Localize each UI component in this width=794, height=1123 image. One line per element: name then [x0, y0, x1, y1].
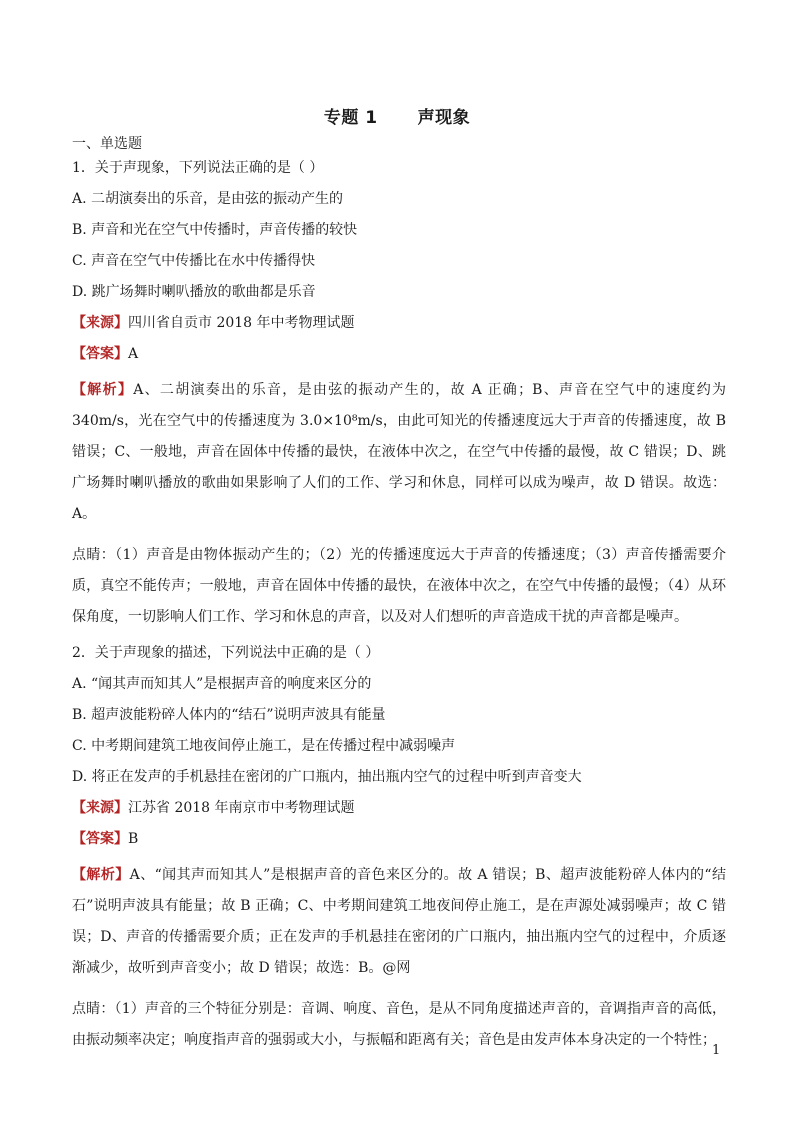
question-1-analysis: [72, 375, 726, 530]
source-tag: 【来源】: [72, 315, 128, 331]
analysis-tag: 【解析】: [72, 867, 130, 883]
question-1-option-b: B. 声音和光在空气中传播时，声音传播的较快: [72, 222, 358, 238]
source-text: 江苏省 2018 年南京市中考物理试题: [128, 800, 355, 816]
question-1-option-a: A. 二胡演奏出的乐音，是由弦的振动产生的: [72, 191, 344, 207]
question-2-option-c: C. 中考期间建筑工地夜间停止施工，是在传播过程中减弱噪声: [72, 738, 456, 754]
question-1-option-d: D. 跳广场舞时喇叭播放的歌曲都是乐音: [72, 284, 316, 300]
question-1-source: [72, 313, 726, 333]
question-1-note: 点睛：（1）声音是由物体振动产生的；（2）光的传播速度远大于声音的传播速度；（3）声音传播需要介质，真空不能传声；一般地，声音在固体中传播的最快，在液体中次之，在空气中传播的最慢；（4）从环保角度，一切影响人们工作、学习和休息的声音，以及对人们想听的声音造成干扰的声音都是噪声。: [72, 547, 726, 625]
question-2-source: [72, 798, 726, 818]
page-number: 1: [712, 1043, 721, 1058]
question-1-answer: [72, 344, 726, 364]
answer-text: A: [128, 346, 139, 362]
answer-tag: 【答案】: [72, 831, 128, 847]
question-2-answer: [72, 829, 726, 849]
question-2-analysis: [72, 860, 726, 984]
question-2-option-a: A. “闻其声而知其人”是根据声音的响度来区分的: [72, 676, 372, 692]
analysis-text: A、“闻其声而知其人”是根据声音的音色来区分的。故 A 错误；B、超声波能粉碎人体内的“结石”说明声波具有能量；故 B 正确；C、中考期间建筑工地夜间停止施工，是在声源处减弱噪声；故 C 错误；D、声音的传播需要介质；正在发声的手机悬挂在密闭的广口瓶内，抽出瓶内空气的过程中，介质逐渐减少，故听到声音变小；故 D 错误；故选：B。@网: [72, 867, 726, 976]
question-2-note: 点睛：（1）声音的三个特征分别是：音调、响度、音色，是从不同角度描述声音的，音调指声音的高低，由振动频率决定；响度指声音的强弱或大小，与振幅和距离有关；音色是由发声体本身决定的一个特性；: [72, 1001, 726, 1048]
question-2-option-d: D. 将正在发声的手机悬挂在密闭的广口瓶内，抽出瓶内空气的过程中听到声音变大: [72, 769, 582, 785]
question-2-stem: 2．关于声现象的描述，下列说法中正确的是（ ）: [72, 645, 380, 661]
document-body: [72, 134, 726, 1066]
analysis-tag: 【解析】: [72, 382, 134, 398]
section-heading: 一、单选题: [72, 136, 142, 152]
question-1-stem: 1．关于声现象，下列说法正确的是（ ）: [72, 160, 324, 176]
title-topic-name: 声现象: [417, 108, 471, 128]
source-tag: 【来源】: [72, 800, 128, 816]
source-text: 四川省自贡市 2018 年中考物理试题: [128, 315, 355, 331]
answer-tag: 【答案】: [72, 346, 128, 362]
title-topic-number: 专题 1: [323, 108, 378, 128]
question-2-option-b: B. 超声波能粉碎人体内的“结石”说明声波具有能量: [72, 707, 386, 723]
question-1-option-c: C. 声音在空气中传播比在水中传播得快: [72, 253, 316, 269]
page-title: [0, 103, 794, 128]
analysis-text: A、二胡演奏出的乐音，是由弦的振动产生的，故 A 正确；B、声音在空气中的速度约为 340m/s，光在空气中的传播速度为 3.0×10⁸m/s，由此可知光的传播速度远大于声音的传播速度，故 B 错误；C、一般地，声音在固体中传播的最快，在液体中次之，在空气中传播的最慢，故 C 错误；D、跳广场舞时喇叭播放的歌曲如果影响了人们的工作、学习和休息，同样可以成为噪声，故 D 错误。故选：A。: [72, 382, 726, 522]
answer-text: B: [128, 831, 139, 847]
